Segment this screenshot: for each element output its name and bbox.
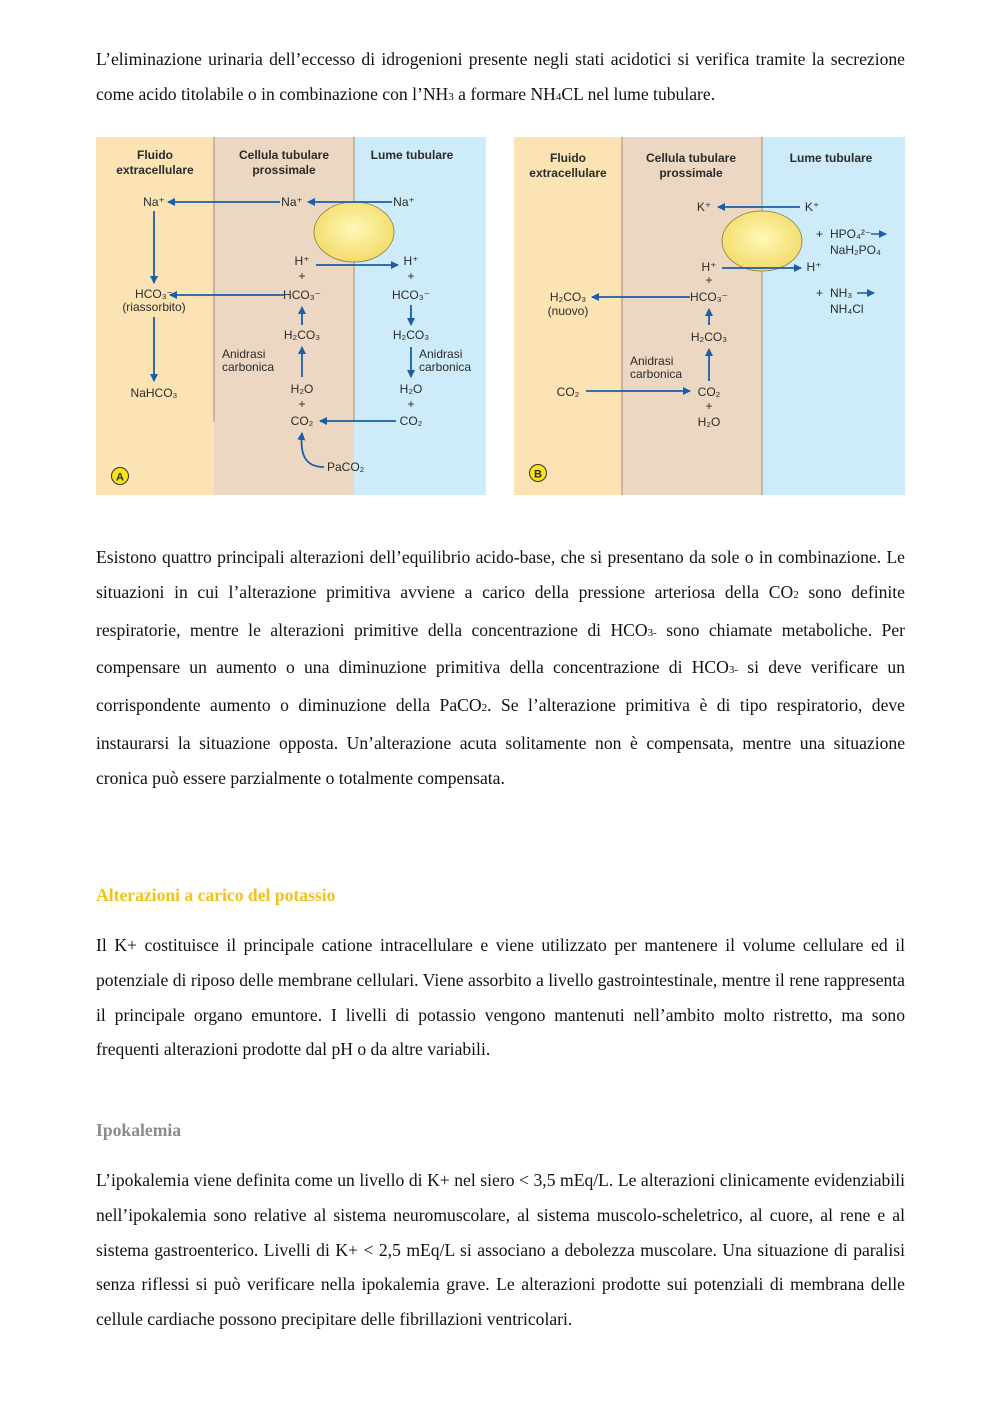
h2o-cell: H₂O [697, 415, 721, 429]
text-run: . Se l’alterazione primitiva è di tipo respiratorio, deve instaurarsi la situazione opposta. Un’alterazione acuta solitamente non è compensata, mentre una situazione cronica può essere parzialmente o totalmente compensata. [96, 695, 905, 788]
header-ec-1: Fluido [137, 148, 173, 162]
plus: + [816, 227, 824, 241]
k-cell: K⁺ [696, 200, 712, 214]
anidrasi-cell-2: carbonica [222, 360, 275, 374]
na-cell: Na⁺ [281, 195, 303, 209]
plus: + [816, 286, 824, 300]
panel-lumen [354, 137, 486, 495]
anidrasi-1: Anidrasi [630, 354, 674, 368]
nah2po4: NaH₂PO₄ [830, 243, 881, 257]
paragraph-hypokalemia: L’ipokalemia viene definita come un livello di K+ nel siero < 3,5 mEq/L. Le alterazioni clinicamente evidenziabili nell’ipokalemia sono relative al sistema neuromuscolare, al sistema muscolo-scheletrico, al cuore, al rene e al sistema gastroenterico. Livelli di K+ < 2,5 mEq/L si associano a debolezza muscolare. Una situazione di paralisi senza riflessi si può verificare nella ipokalemia grave. Le alterazioni prodotte sui potenziali di membrana delle cellule cardiache possono precipitare delle fibrillazioni ventricolari. [96, 1170, 905, 1330]
h-lumen: H⁺ [403, 254, 419, 268]
header-cell-2: prossimale [659, 166, 723, 180]
nahco3: NaHCO₃ [130, 386, 178, 400]
transporter-ellipse [314, 202, 394, 262]
text-run: CL nel lume tubulare. [561, 83, 716, 104]
hco3-lumen: HCO₃⁻ [392, 288, 430, 302]
subscript: 4 [555, 90, 562, 103]
header-cell-1: Cellula tubulare [645, 151, 737, 165]
figure-a [96, 137, 486, 495]
h-cell: H⁺ [701, 260, 717, 274]
plus: + [298, 269, 306, 283]
transporter-ellipse [722, 211, 802, 271]
co2-ec: CO₂ [556, 385, 580, 399]
header-ec-1: Fluido [550, 151, 586, 165]
co2-lumen: CO₂ [399, 414, 423, 428]
header-cell-2: prossimale [252, 163, 316, 177]
paragraph-potassium: Il K+ costituisce il principale catione intracellulare e viene utilizzato per mantenere il volume cellulare ed il potenziale di riposo delle membrane cellulari. Viene assorbito a livello gastrointestinale, mentre il rene rappresenta il principale organo emuntore. I livelli di potassio vengono mantenuti nell’ambito molto ristretto, ma sono frequenti alterazioni prodotte dal pH o da altre variabili. [96, 935, 905, 1060]
badge-b-label: B [534, 468, 542, 481]
na-ec: Na⁺ [143, 195, 165, 209]
plus: + [407, 269, 415, 283]
subscript: 3 [448, 90, 454, 103]
hco3-ec: HCO₃⁻ [135, 287, 173, 301]
paragraph-acid-base [96, 540, 905, 796]
plus: + [705, 399, 713, 413]
reabsorbed-label: (riassorbito) [122, 300, 186, 314]
nh4cl: NH₄Cl [830, 302, 864, 316]
h2o-cell: H₂O [290, 382, 314, 396]
co2-cell: CO₂ [290, 414, 314, 428]
panel-cell [214, 137, 354, 495]
new-label: (nuovo) [547, 304, 589, 318]
plus: + [705, 273, 713, 287]
anidrasi-lumen-1: Anidrasi [419, 347, 463, 361]
badge-a-label: A [116, 471, 124, 484]
text-run: Esistono quattro principali alterazioni dell’equilibrio acido-base, che si presentano da sole o in combinazione. Le situazioni in cui l’alterazione primitiva avviene a carico della pressione arteriosa della CO [96, 547, 905, 602]
h-cell: H⁺ [294, 254, 310, 268]
subscript: 2 [793, 588, 799, 601]
header-lumen: Lume tubulare [789, 151, 873, 165]
h2o-lumen: H₂O [399, 382, 423, 396]
plus: + [298, 397, 306, 411]
header-cell-1: Cellula tubulare [238, 148, 330, 162]
text-run: si deve verificare un corrispondente aumento o diminuzione della PaCO [96, 657, 905, 716]
h2co3-lumen: H₂CO₃ [392, 328, 430, 342]
subsection-heading: Ipokalemia [96, 1120, 182, 1140]
anidrasi-2: carbonica [630, 367, 683, 381]
text-run: a formare NH [453, 83, 556, 104]
header-ec-2: extracellulare [116, 163, 194, 177]
panel-cell [622, 137, 762, 495]
subscript: 2 [481, 702, 488, 715]
anidrasi-lumen-2: carbonica [419, 360, 472, 374]
text-run: sono chiamate metaboliche. Per compensare un aumento o una diminuzione primitiva della concentrazione di HCO [96, 619, 905, 678]
text-run: sono definite respiratorie, mentre le alterazioni primitive della concentrazione di HCO [96, 581, 905, 640]
hpo4: HPO₄²⁻ [830, 227, 872, 241]
h2co3-cell: H₂CO₃ [283, 328, 321, 342]
text-run: L’eliminazione urinaria dell’eccesso di idrogenioni presente negli stati acidotici si verifica tramite la secrezione come acido titolabile o in combinazione con l’NH [96, 49, 905, 104]
hco3-cell: HCO₃⁻ [690, 290, 728, 304]
hco3-cell: HCO₃⁻ [283, 288, 321, 302]
section-heading: Alterazioni a carico del potassio [96, 885, 336, 905]
figure-b [514, 137, 905, 495]
panel-lumen [762, 137, 905, 495]
paragraph-intro [96, 42, 905, 115]
nh3: NH₃ [830, 286, 853, 300]
renal-acid-base-figures [96, 137, 905, 495]
subscript: 3- [647, 626, 657, 639]
co2-cell: CO₂ [697, 385, 721, 399]
na-lumen: Na⁺ [393, 195, 415, 209]
figures-area [96, 137, 905, 495]
h2co3-cell: H₂CO₃ [690, 330, 728, 344]
k-lumen: K⁺ [804, 200, 820, 214]
panel-extracellular [96, 137, 214, 495]
subscript: 3- [728, 664, 739, 677]
h-lumen: H⁺ [806, 260, 822, 274]
paco2: PaCO₂ [327, 460, 365, 474]
header-lumen: Lume tubulare [370, 148, 454, 162]
plus: + [407, 397, 415, 411]
h2co3-ec: H₂CO₃ [549, 290, 587, 304]
anidrasi-cell-1: Anidrasi [222, 347, 266, 361]
header-ec-2: extracellulare [529, 166, 607, 180]
